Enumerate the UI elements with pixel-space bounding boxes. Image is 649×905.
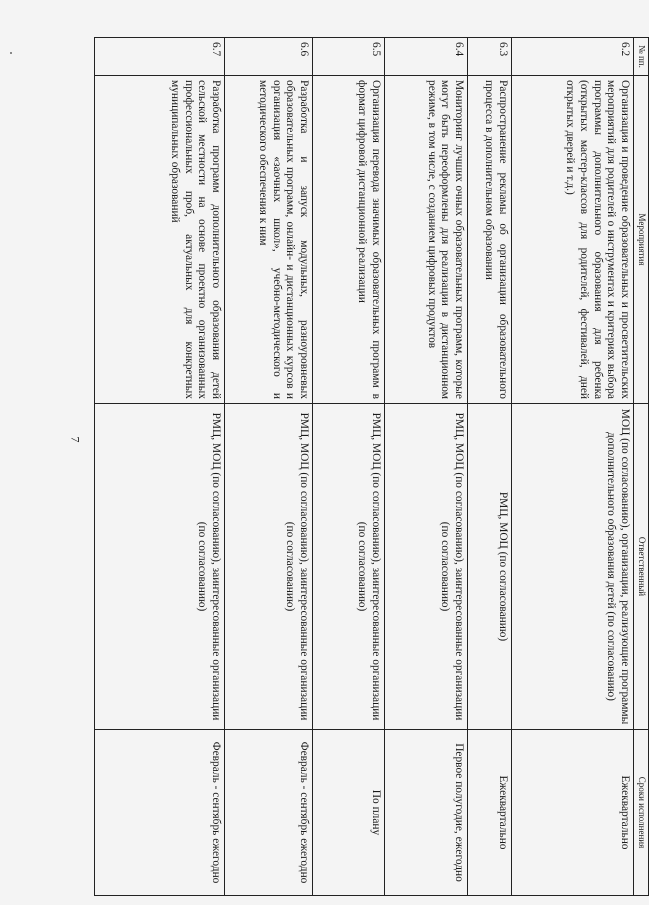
row-deadline: Ежеквартально (512, 730, 634, 896)
row-event: Разработка программ дополнительного образования детей сельской местности на основе проектно организованных профессиональных проб, актуальных для конкретных муниципальных образований (95, 76, 225, 404)
row-event: Распространение рекламы об организации образовательного процесса в дополнительном образовании (468, 76, 512, 404)
row-responsible: РМЦ, МОЦ (по согласованию), заинтересованные организации (по согласованию) (385, 404, 468, 730)
row-num: 6.2 (512, 38, 634, 76)
row-num: 6.5 (313, 38, 385, 76)
row-responsible: МОЦ (по согласованию), организации, реализующие программы дополнительного образования детей (по согласованию) (512, 404, 634, 730)
scan-speck (10, 52, 12, 54)
header-responsible: Ответственный (634, 404, 649, 730)
row-event: Организация перевода значимых образовательных программ в формат цифровой дистанционной реализации (313, 76, 385, 404)
table-header-row (634, 38, 649, 896)
header-event: Мероприятия (634, 76, 649, 404)
row-responsible: РМЦ, МОЦ (по согласованию), заинтересованные организации (по согласованию) (225, 404, 313, 730)
row-deadline: Ежеквартально (468, 730, 512, 896)
row-num: 6.4 (385, 38, 468, 76)
plan-table (94, 37, 649, 896)
table-row (225, 38, 313, 896)
row-deadline: Февраль - сентябрь ежегодно (225, 730, 313, 896)
table-row (313, 38, 385, 896)
row-responsible: РМЦ, МОЦ (по согласованию) (468, 404, 512, 730)
row-event: Разработка и запуск модульных, разноуровневых образовательных программ, онлайн- и дистанционных курсов и организация «заочных школ», учебно-методического и методического обеспечения к ним (225, 76, 313, 404)
rotated-page (96, 37, 649, 895)
row-num: 6.7 (95, 38, 225, 76)
table-row (512, 38, 634, 896)
row-deadline: Первое полугодие, ежегодно (385, 730, 468, 896)
row-event: Мониторинг лучших очных образовательных программ, которые могут быть переоформлены для реализации в дистанционном режиме, в том числе, с созданием цифровых продуктов (385, 76, 468, 404)
row-event: Организация и проведение образовательных и просветительских мероприятий для родителей о инструментах и критериях выбора программы дополнительного образования для ребенка (открытых мастер-классов для родителей, фестивалей, дней открытых дверей и т.д.) (512, 76, 634, 404)
row-deadline: По плану (313, 730, 385, 896)
table-row (385, 38, 468, 896)
row-deadline: Февраль - сентябрь ежегодно (95, 730, 225, 896)
page-number: 7 (68, 436, 83, 443)
table-row (468, 38, 512, 896)
header-deadline: Сроки исполнения (634, 730, 649, 896)
row-num: 6.6 (225, 38, 313, 76)
row-responsible: РМЦ, МОЦ (по согласованию), заинтересованные организации (по согласованию) (313, 404, 385, 730)
row-responsible: РМЦ, МОЦ (по согласованию), заинтересованные организации (по согласованию) (95, 404, 225, 730)
row-num: 6.3 (468, 38, 512, 76)
table-row (95, 38, 225, 896)
header-num: № пп. (634, 38, 649, 76)
